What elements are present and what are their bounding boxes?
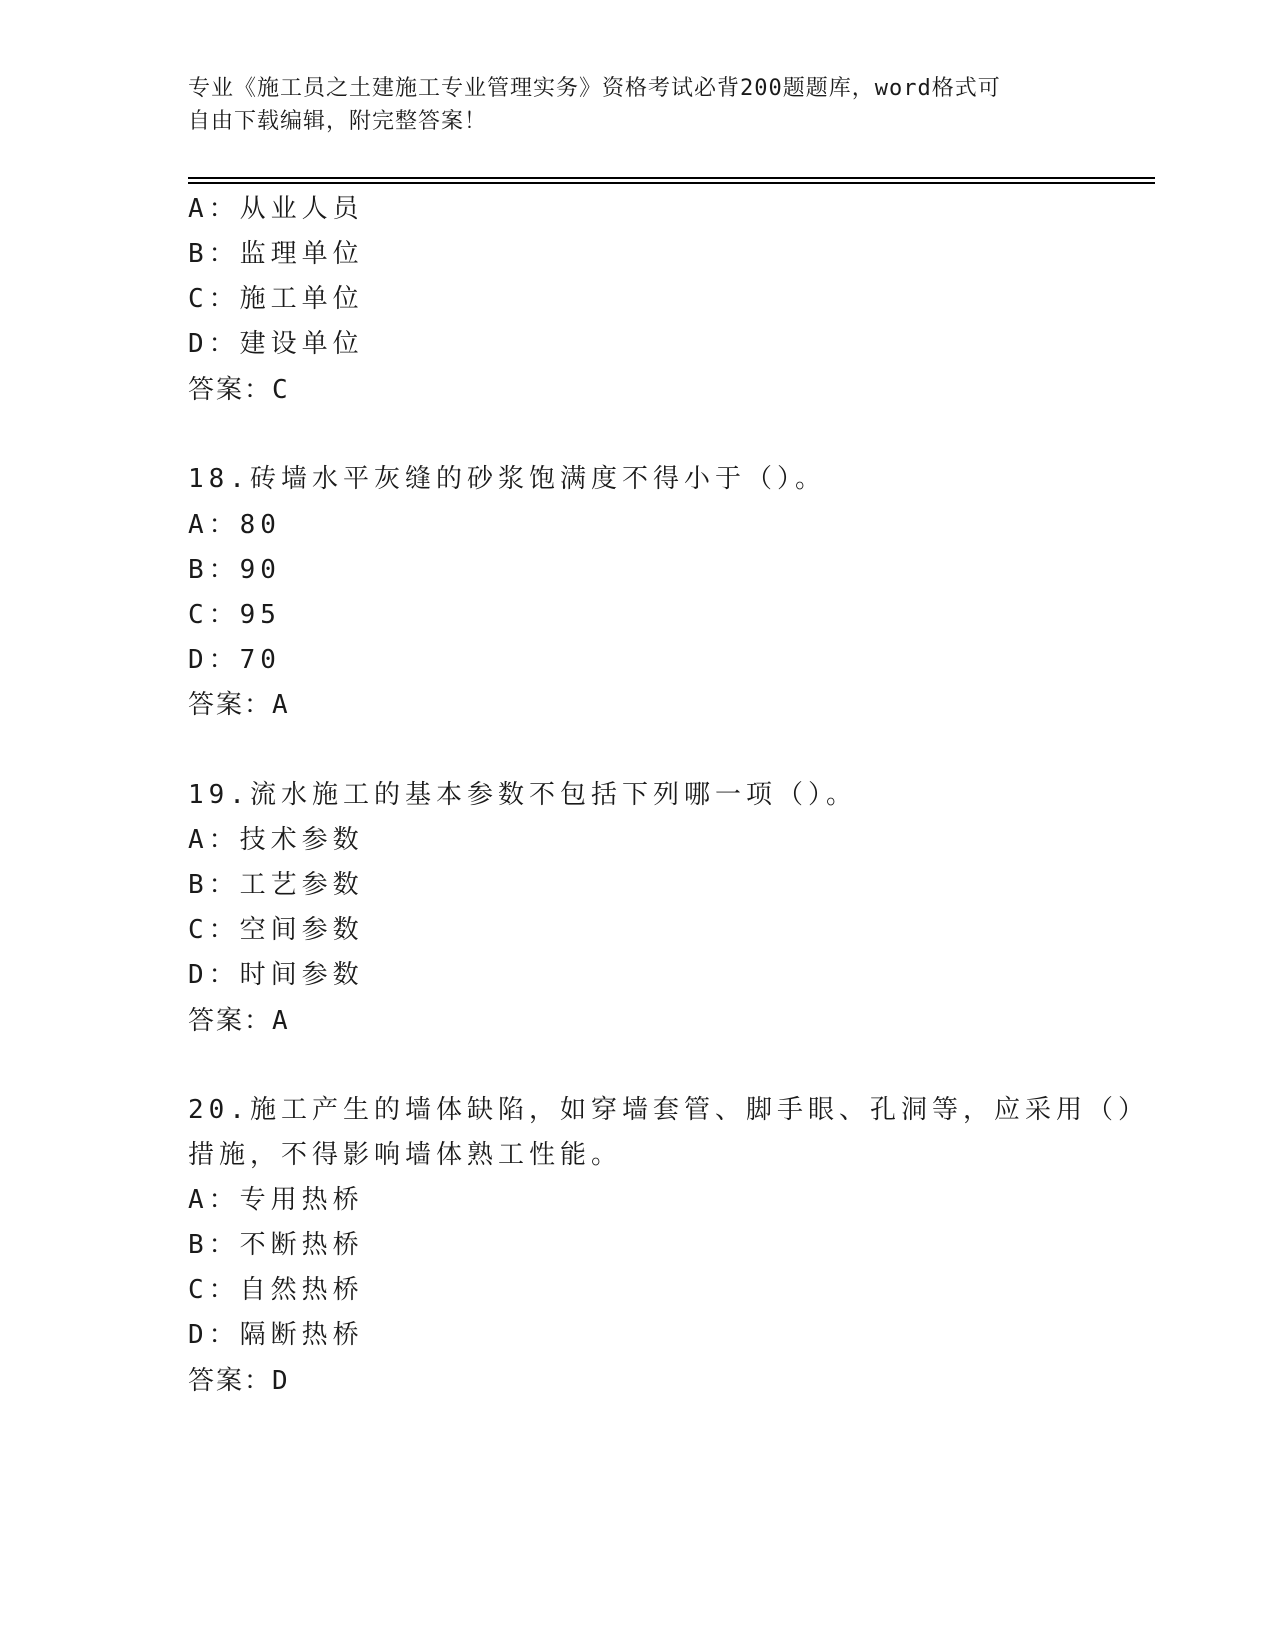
q20-question-line-1: 20.施工产生的墙体缺陷，如穿墙套管、脚手眼、孔洞等，应采用（） — [188, 1095, 1149, 1125]
q18-option-d: D：70 — [188, 645, 281, 675]
header-line-1: 专业《施工员之土建施工专业管理实务》资格考试必背200题题库，word格式可 — [188, 76, 1001, 101]
q20-option-d: D：隔断热桥 — [188, 1320, 364, 1350]
q19-option-c: C：空间参数 — [188, 915, 364, 945]
header-divider-top — [188, 177, 1155, 179]
q18-option-a: A：80 — [188, 510, 281, 540]
q20-answer: 答案：D — [188, 1366, 290, 1396]
q20-question-line-2: 措施，不得影响墙体熟工性能。 — [188, 1140, 623, 1170]
q19-option-b: B：工艺参数 — [188, 870, 364, 900]
q20-option-b: B：不断热桥 — [188, 1230, 364, 1260]
q18-question: 18.砖墙水平灰缝的砂浆饱满度不得小于（）。 — [188, 464, 826, 494]
q17-option-a: A：从业人员 — [188, 194, 364, 224]
document-header — [188, 72, 1078, 138]
q17-option-c: C：施工单位 — [188, 284, 364, 314]
q17-option-d: D：建设单位 — [188, 329, 364, 359]
q18-option-c: C：95 — [188, 600, 281, 630]
q19-question: 19.流水施工的基本参数不包括下列哪一项（）。 — [188, 780, 857, 810]
q18-answer: 答案：A — [188, 690, 290, 720]
q20-option-c: C：自然热桥 — [188, 1275, 364, 1305]
q18-option-b: B：90 — [188, 555, 281, 585]
header-divider-bottom — [188, 182, 1155, 184]
q19-option-d: D：时间参数 — [188, 960, 364, 990]
header-line-2: 自由下载编辑，附完整答案！ — [188, 109, 488, 134]
q19-answer: 答案：A — [188, 1006, 290, 1036]
q17-option-b: B：监理单位 — [188, 239, 364, 269]
q19-option-a: A：技术参数 — [188, 825, 364, 855]
q17-answer: 答案：C — [188, 375, 290, 405]
q20-option-a: A：专用热桥 — [188, 1185, 364, 1215]
